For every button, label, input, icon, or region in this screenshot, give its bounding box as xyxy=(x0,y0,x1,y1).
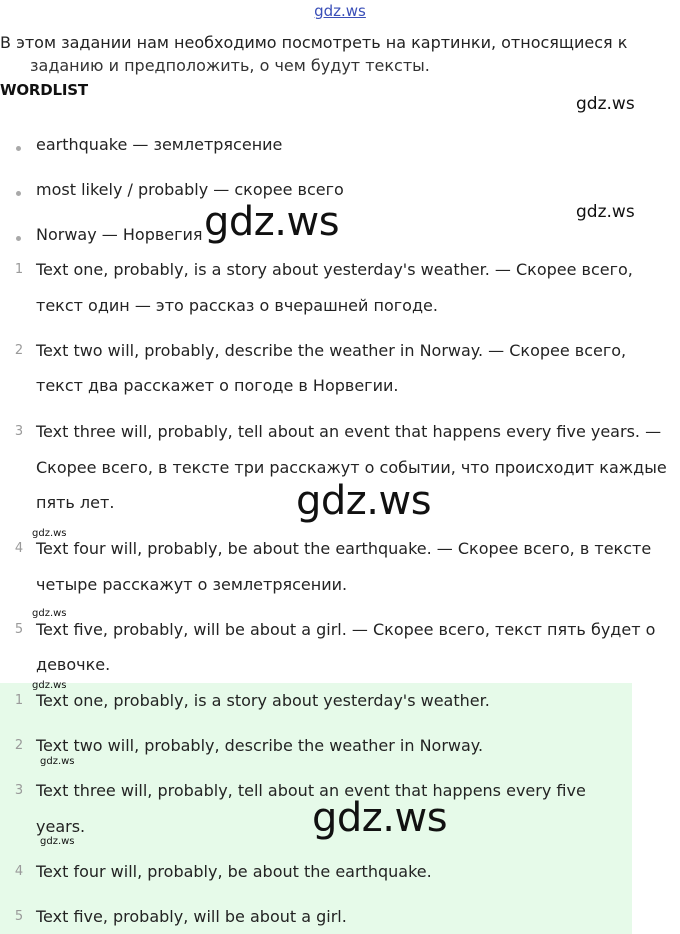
watermark-small: gdz.ws xyxy=(32,528,67,539)
answer-number: 3 xyxy=(14,783,24,798)
translation-line: текст два расскажет о погоде в Норвегии. xyxy=(36,376,399,395)
watermark: gdz.ws xyxy=(576,202,635,222)
intro-text: В этом задании нам необходимо посмотреть на картинки, относящиеся к xyxy=(0,33,628,52)
watermark-small: gdz.ws xyxy=(32,680,67,691)
wordlist-item: earthquake — землетрясение xyxy=(36,135,283,154)
item-number: 5 xyxy=(14,622,24,637)
answer-line: years. xyxy=(36,817,86,836)
answer-line: Text one, probably, is a story about yesterday's weather. xyxy=(36,691,490,710)
translation-line: пять лет. xyxy=(36,493,115,512)
translation-line: Text one, probably, is a story about yesterday's weather. — Скорее всего, xyxy=(36,260,633,279)
translation-line: девочке. xyxy=(36,655,111,674)
watermark: gdz.ws xyxy=(576,94,635,114)
item-number: 4 xyxy=(14,541,24,556)
watermark-large: gdz.ws xyxy=(296,478,432,524)
item-number: 2 xyxy=(14,343,24,358)
answer-line: Text four will, probably, be about the earthquake. xyxy=(36,862,432,881)
translation-line: текст один — это рассказ о вчерашней погоде. xyxy=(36,296,438,315)
answer-line: Text five, probably, will be about a girl. xyxy=(36,907,347,926)
watermark-small: gdz.ws xyxy=(32,608,67,619)
watermark-large: gdz.ws xyxy=(204,199,340,245)
bullet-icon xyxy=(16,236,21,241)
bullet-icon xyxy=(16,191,21,196)
intro-cut-text: заданию и предположить, о чем будут тексты. xyxy=(30,56,430,75)
answer-number: 4 xyxy=(14,864,24,879)
watermark-small: gdz.ws xyxy=(40,756,75,767)
bullet-icon xyxy=(16,146,21,151)
watermark-small: gdz.ws xyxy=(40,836,75,847)
watermark-large: gdz.ws xyxy=(312,795,448,841)
top-watermark-link[interactable]: gdz.ws xyxy=(314,2,366,20)
answer-number: 5 xyxy=(14,909,24,924)
translation-line: Скорее всего, в тексте три расскажут о событии, что происходит каждые xyxy=(36,458,667,477)
wordlist-heading: WORDLIST xyxy=(0,81,88,99)
answer-number: 1 xyxy=(14,693,24,708)
translation-line: Text four will, probably, be about the earthquake. — Скорее всего, в тексте xyxy=(36,539,652,558)
item-number: 3 xyxy=(14,424,24,439)
intro-cut-line xyxy=(30,56,430,75)
answer-line: Text three will, probably, tell about an event that happens every five xyxy=(36,781,586,800)
translation-line: Text three will, probably, tell about an event that happens every five years. — xyxy=(36,422,662,441)
wordlist-item: Norway — Норвегия xyxy=(36,225,203,244)
item-number: 1 xyxy=(14,262,24,277)
answer-number: 2 xyxy=(14,738,24,753)
answer-line: Text two will, probably, describe the weather in Norway. xyxy=(36,736,484,755)
wordlist-item: most likely / probably — скорее всего xyxy=(36,180,344,199)
translation-line: четыре расскажут о землетрясении. xyxy=(36,575,348,594)
translation-line: Text five, probably, will be about a girl. — Скорее всего, текст пять будет о xyxy=(36,620,656,639)
translation-line: Text two will, probably, describe the weather in Norway. — Скорее всего, xyxy=(36,341,627,360)
